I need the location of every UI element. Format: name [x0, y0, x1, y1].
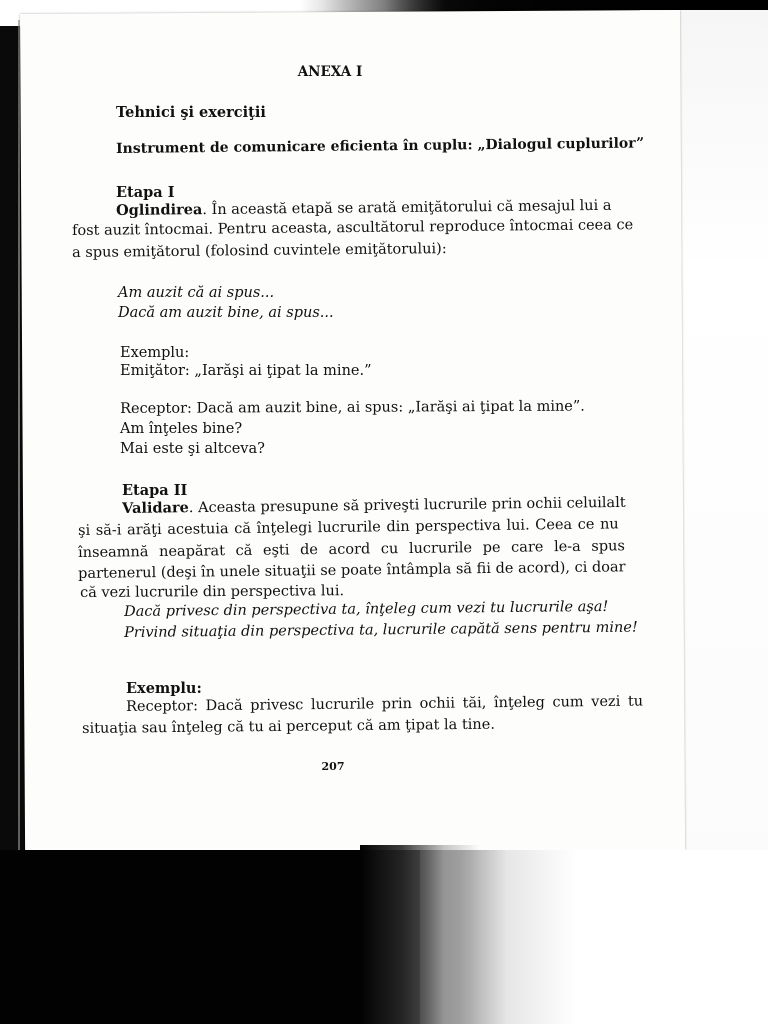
stage-2-example-label: Exemplu:: [126, 680, 202, 697]
page-number: 207: [321, 760, 345, 773]
stage-1-line-2: fost auzit întocmai. Pentru aceasta, ascultătorul reproduce întocmai ceea ce: [72, 217, 634, 239]
stage-2-line-3: înseamnă neapărat că eşti de acord cu lucrurile pe care le-a spus: [78, 538, 625, 561]
stage-2-line-4: partenerul (deşi în unele situaţii se poate întâmpla să fii de acord), ci doar: [78, 559, 626, 582]
stage-2-line-1-text: . Aceasta presupune să priveşti lucrurile prin ochii celuilalt: [188, 494, 626, 517]
stage-1-phrase-2: Dacă am auzit bine, ai spus...: [118, 305, 334, 321]
stage-1-phrase-1: Am auzit că ai spus...: [118, 285, 275, 301]
stage-2-line-5: că vezi lucrurile din perspectiva lui.: [80, 583, 345, 601]
stage-2-phrase-2: Privind situaţia din perspectiva ta, lucrurile capătă sens pentru mine!: [124, 619, 638, 641]
stage-1-example-label: Exemplu:: [120, 345, 190, 361]
section-heading: Tehnici şi exerciţii: [116, 104, 266, 121]
stage-1-emitter: Emiţător: „Iarăşi ai ţipat la mine.”: [120, 363, 372, 379]
stage-1-line-3: a spus emiţătorul (folosind cuvintele emiţătorului):: [72, 241, 447, 261]
stage-2-line-1: [122, 494, 626, 518]
stage-2-receptor-line-2: situaţia sau înţeleg că tu ai perceput că am ţipat la tine.: [82, 716, 495, 737]
stage-1-receptor: Receptor: Dacă am auzit bine, ai spus: „Iarăşi ai ţipat la mine”.: [120, 398, 585, 417]
stage-2-lead: Validare: [122, 499, 189, 517]
annex-title: ANEXA I: [297, 64, 363, 80]
stage-1-line-1-text: . În această etapă se arată emiţătorului că mesajul lui a: [202, 197, 612, 219]
stage-2-receptor-line-1: Receptor: Dacă privesc lucrurile prin ochii tăi, înţeleg cum vezi tu: [126, 693, 644, 715]
stage-2-phrase-1: Dacă privesc din perspectiva ta, înţeleg cum vezi tu lucrurile aşa!: [124, 598, 609, 620]
stage-1-lead: Oglindirea: [116, 201, 203, 219]
stage-1-heading: Etapa I: [116, 184, 175, 201]
stage-2-line-2: şi să-i arăţi acestuia că înţelegi lucrurile din perspectiva lui. Ceea ce nu: [78, 516, 619, 539]
instrument-heading: Instrument de comunicare eficienta în cuplu: „Dialogul cuplurilor”: [116, 135, 645, 157]
stage-1-question-1: Am înţeles bine?: [120, 421, 243, 437]
stage-1-question-2: Mai este şi altceva?: [120, 441, 265, 457]
stage-2-heading: Etapa II: [122, 482, 188, 499]
